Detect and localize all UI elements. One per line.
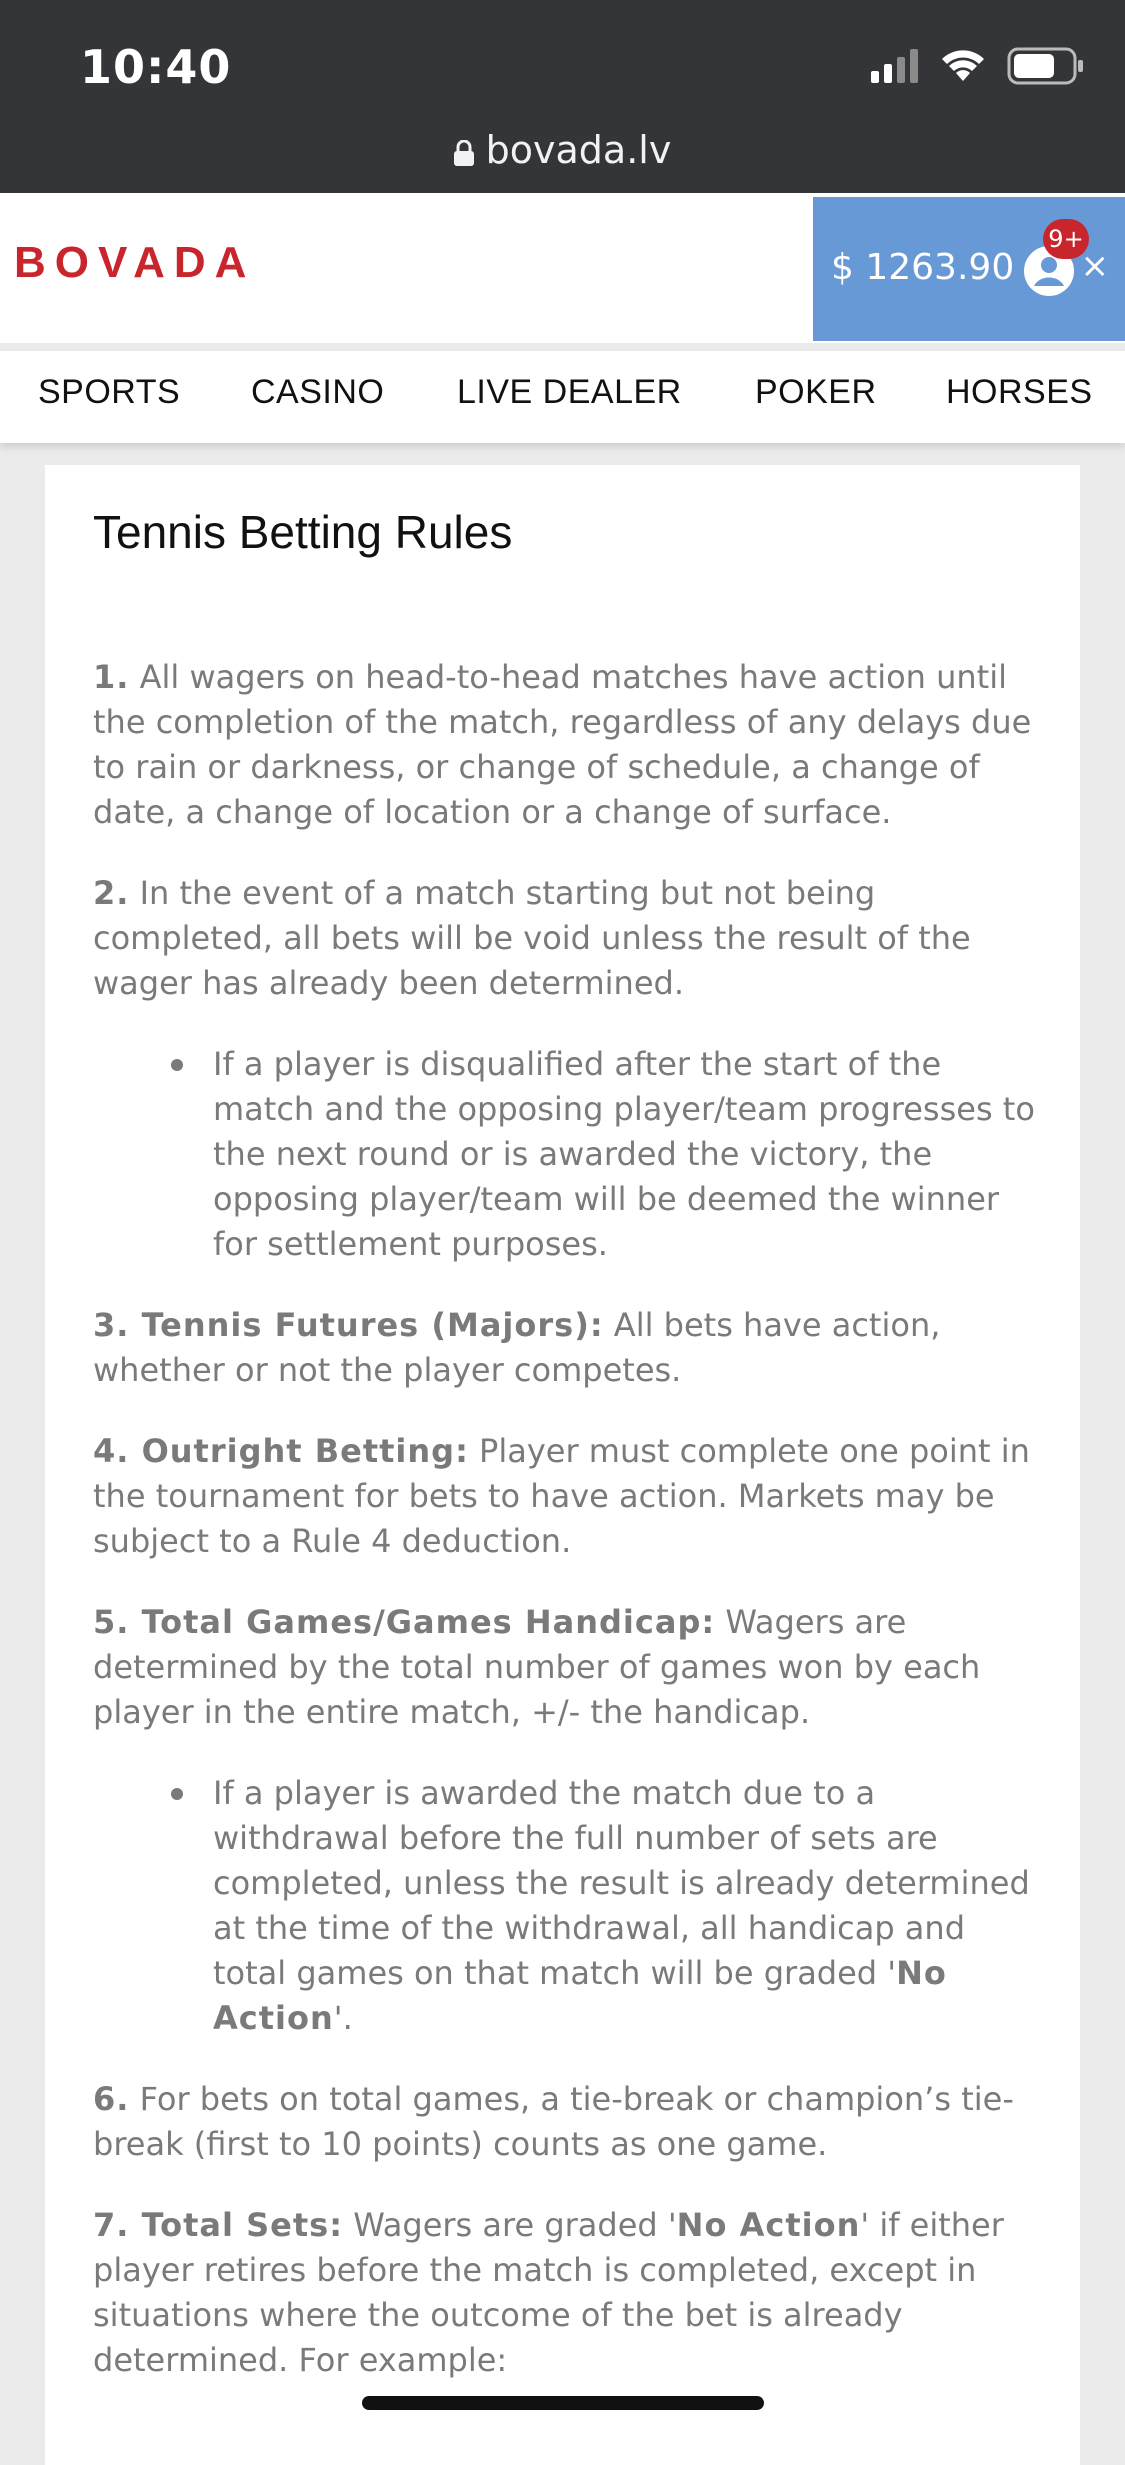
status-bar (0, 0, 1125, 193)
rule-2-bullet (213, 1042, 1048, 1267)
rule-1-number: 1. (93, 658, 130, 696)
signal-icon (871, 49, 919, 87)
nav-horses[interactable]: HORSES (946, 373, 1093, 411)
rules-list (93, 655, 1048, 2419)
svg-text:BOVADA: BOVADA (14, 241, 256, 281)
rule-5-text: Wagers are determined by the total number of games won by each player in the entire match, +/- the handicap. (93, 1603, 981, 1731)
bovada-logo[interactable] (14, 241, 319, 285)
battery-icon (1007, 47, 1085, 89)
status-icons (871, 48, 1085, 88)
rule-5-bullet-end: '. (333, 1999, 353, 2037)
rule-2-number: 2. (93, 874, 130, 912)
rule-2-bullet-text: If a player is disqualified after the start of the match and the opposing player/team progresses to the next round or is awarded the victory, the opposing player/team will be deemed the winner for settlement purposes. (213, 1045, 1035, 1263)
nav-live-dealer[interactable]: LIVE DEALER (457, 373, 682, 411)
rule-1-text: All wagers on head-to-head matches have action until the completion of the match, regardless of any delays due to rain or darkness, or change of schedule, a change of date, a change of location or a change of surface. (93, 658, 1032, 831)
nav-sports[interactable]: SPORTS (38, 373, 181, 411)
balance-amount[interactable]: $ 1263.90 (831, 247, 1015, 288)
lock-icon (454, 131, 474, 175)
rule-5-bullet-text: If a player is awarded the match due to a withdrawal before the full number of sets are completed, unless the result is already determined at the time of the withdrawal, all handicap and total games on that match will be graded ' (213, 1774, 1030, 1992)
rule-5-heading: 5. Total Games/Games Handicap: (93, 1603, 716, 1641)
rule-3 (93, 1303, 1048, 1393)
account-panel[interactable] (813, 197, 1125, 341)
wifi-icon (941, 49, 985, 87)
rule-6 (93, 2077, 1048, 2167)
rule-5-bullet (213, 1771, 1048, 2041)
rule-5 (93, 1600, 1048, 1735)
rule-7-heading: 7. Total Sets: (93, 2206, 344, 2244)
rule-4-heading: 4. Outright Betting: (93, 1432, 469, 1470)
rule-1 (93, 655, 1048, 835)
rule-2 (93, 871, 1048, 1006)
rule-7-text-a: Wagers are graded ' (343, 2206, 677, 2244)
rule-3-heading: 3. Tennis Futures (Majors): (93, 1306, 604, 1344)
rule-5-bullet-bold: No Action (213, 1954, 947, 2037)
url-bar[interactable] (0, 128, 1125, 175)
home-indicator[interactable] (362, 2396, 764, 2410)
close-icon[interactable]: × (1080, 246, 1109, 286)
url-text: bovada.lv (485, 128, 672, 172)
status-time: 10:40 (80, 40, 232, 94)
rule-7 (93, 2203, 1048, 2383)
rule-4 (93, 1429, 1048, 1564)
site-header (0, 193, 1125, 343)
rule-2-text: In the event of a match starting but not being completed, all bets will be void unless the result of the wager has already been determined. (93, 874, 971, 1002)
rule-6-number: 6. (93, 2080, 130, 2118)
rule-6-text: For bets on total games, a tie-break or champion’s tie-break (first to 10 points) counts as one game. (93, 2080, 1014, 2163)
rule-7-text-b: ' if either player retires before the match is completed, except in situations where the outcome of the bet is already determined. For example: (93, 2206, 1004, 2379)
notification-badge: 9+ (1043, 219, 1089, 259)
page-title: Tennis Betting Rules (93, 506, 513, 558)
nav-poker[interactable]: POKER (755, 373, 877, 411)
rule-7-bold: No Action (676, 2206, 861, 2244)
main-nav (0, 351, 1125, 443)
rule-3-text: All bets have action, whether or not the player competes. (93, 1306, 941, 1389)
nav-casino[interactable]: CASINO (251, 373, 385, 411)
rule-4-text: Player must complete one point in the tournament for bets to have action. Markets may be subject to a Rule 4 deduction. (93, 1432, 1030, 1560)
